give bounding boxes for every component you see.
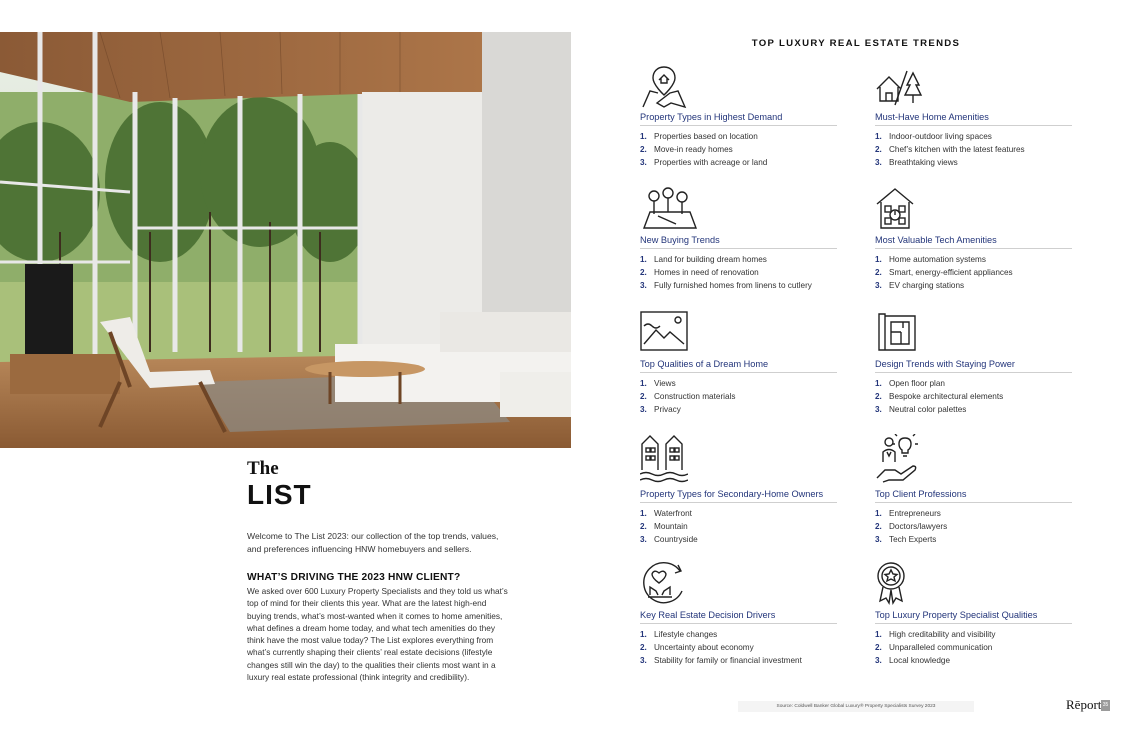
intro-section bbox=[247, 458, 509, 683]
trends-title: TOP LUXURY REAL ESTATE TRENDS bbox=[751, 38, 961, 49]
list-item: 2. Homes in need of renovation bbox=[640, 268, 759, 277]
page-number: 35 bbox=[1101, 700, 1110, 711]
trend-title: Design Trends with Staying Power bbox=[875, 359, 1072, 373]
list-item: 3. Stability for family or financial investment bbox=[640, 656, 802, 665]
trend-list bbox=[640, 253, 812, 292]
list-item: 3. Local knowledge bbox=[875, 656, 950, 665]
list-item: 2. Bespoke architectural elements bbox=[875, 392, 1004, 401]
trend-list bbox=[875, 628, 995, 667]
list-item: 2. Mountain bbox=[640, 522, 688, 531]
list-item: 3. Tech Experts bbox=[875, 535, 937, 544]
list-item: 2. Move-in ready homes bbox=[640, 145, 733, 154]
trend-title: Must-Have Home Amenities bbox=[875, 112, 1072, 126]
smart-home-icon bbox=[875, 186, 923, 234]
driving-heading: WHAT’S DRIVING THE 2023 HNW CLIENT? bbox=[247, 572, 461, 583]
waterfront-homes-icon bbox=[640, 434, 688, 482]
professional-idea-icon bbox=[875, 434, 923, 482]
trend-list bbox=[875, 130, 1025, 169]
list-item: 1. Waterfront bbox=[640, 509, 692, 518]
trend-title: Top Qualities of a Dream Home bbox=[640, 359, 837, 373]
source-note: Source: Coldwell Banker Global Luxury® Property Specialists Survey 2023 bbox=[738, 701, 974, 712]
trend-list bbox=[875, 253, 1013, 292]
list-item: 3. Fully furnished homes from linens to cutlery bbox=[640, 281, 812, 290]
trend-list bbox=[640, 628, 802, 667]
list-item: 3. Breathtaking views bbox=[875, 158, 958, 167]
list-item: 2. Doctors/lawyers bbox=[875, 522, 948, 531]
trend-list bbox=[640, 507, 698, 546]
list-item: 2. Uncertainty about economy bbox=[640, 643, 754, 652]
house-tree-icon bbox=[875, 63, 923, 111]
list-item: 1. Properties based on location bbox=[640, 132, 758, 141]
list-item: 1. Open floor plan bbox=[875, 379, 945, 388]
trend-list bbox=[875, 507, 947, 546]
trend-title: Property Types in Highest Demand bbox=[640, 112, 837, 126]
list-item: 1. High creditability and visibility bbox=[875, 630, 996, 639]
map-pin-icon bbox=[640, 63, 688, 111]
list-item: 1. Lifestyle changes bbox=[640, 630, 718, 639]
trend-title: Top Luxury Property Specialist Qualities bbox=[875, 610, 1072, 624]
list-item: 1. Home automation systems bbox=[875, 255, 986, 264]
brand-logo: Rēport bbox=[1066, 697, 1102, 712]
list-item: 2. Unparalleled communication bbox=[875, 643, 993, 652]
driving-paragraph: We asked over 600 Luxury Property Specialists and they told us what’s top of mind for their clients this year. What are the latest high-end buying trends, what’s most-wanted when it comes to home amenities, what defines a dream home today, and what tech amenities do they think have the most value today? The List explores everything from what’s currently shaping their clients’ real estate decisions (lifestyle changes still win the day) to the qualities their clients most want in a luxury real estate professional (think integrity and credibility). bbox=[247, 586, 508, 683]
list-item: 3. EV charging stations bbox=[875, 281, 965, 290]
list-item: 2. Construction materials bbox=[640, 392, 736, 401]
list-item: 3. Neutral color palettes bbox=[875, 405, 967, 414]
trend-list bbox=[875, 377, 1003, 416]
trend-title: Top Client Professions bbox=[875, 489, 1072, 503]
list-item: 1. Indoor-outdoor living spaces bbox=[875, 132, 992, 141]
hero-photo bbox=[0, 32, 571, 448]
list-item: 1. Views bbox=[640, 379, 676, 388]
list-item: 2. Chef’s kitchen with the latest features bbox=[875, 145, 1025, 154]
list-item: 3. Countryside bbox=[640, 535, 698, 544]
trend-title: Key Real Estate Decision Drivers bbox=[640, 610, 837, 624]
trend-list bbox=[640, 377, 735, 416]
land-map-icon bbox=[640, 186, 688, 234]
floor-plan-icon bbox=[875, 310, 923, 358]
title-the: The bbox=[247, 458, 279, 479]
list-item: 3. Privacy bbox=[640, 405, 681, 414]
list-item: 1. Land for building dream homes bbox=[640, 255, 767, 264]
intro-paragraph: Welcome to The List 2023: our collection of the top trends, values, and preferences influencing HNW homebuyers and sellers. bbox=[247, 531, 499, 554]
trend-title: Property Types for Secondary-Home Owners bbox=[640, 489, 837, 503]
title-list: LIST bbox=[247, 479, 312, 510]
trend-list bbox=[640, 130, 767, 169]
award-badge-icon bbox=[875, 561, 923, 609]
list-item: 3. Properties with acreage or land bbox=[640, 158, 768, 167]
list-item: 2. Smart, energy-efficient appliances bbox=[875, 268, 1013, 277]
landscape-view-icon bbox=[640, 310, 688, 358]
trend-title: New Buying Trends bbox=[640, 235, 837, 249]
list-item: 1. Entrepreneurs bbox=[875, 509, 941, 518]
heart-hands-icon bbox=[640, 561, 688, 609]
trend-title: Most Valuable Tech Amenities bbox=[875, 235, 1072, 249]
